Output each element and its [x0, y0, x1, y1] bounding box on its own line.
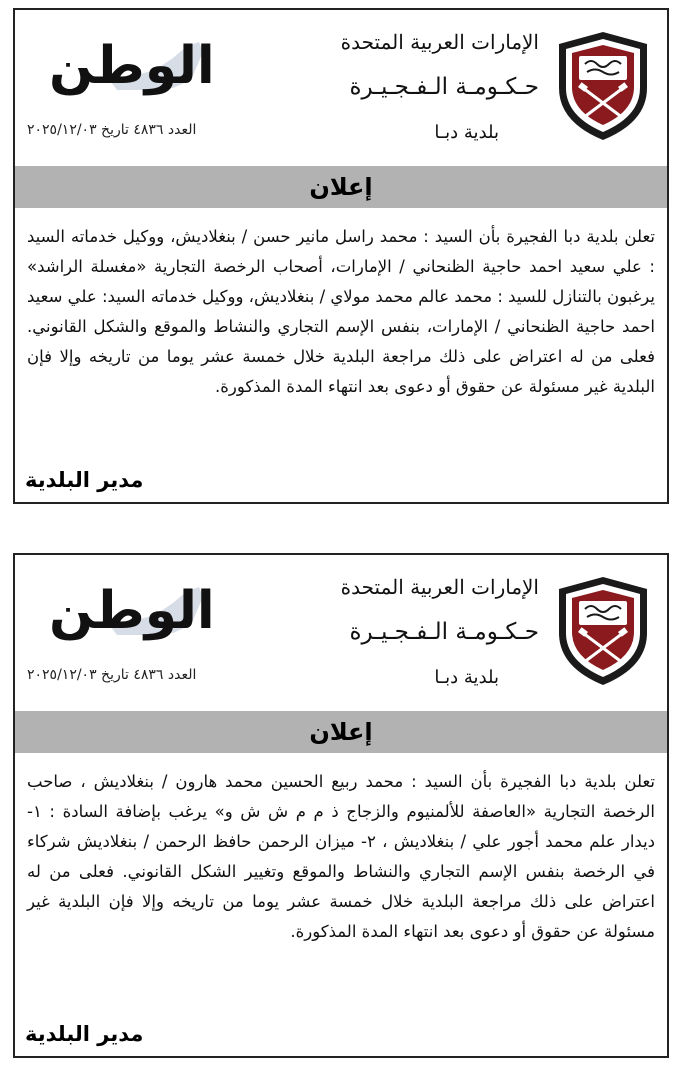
fujairah-crest-icon [555, 30, 651, 142]
notice-2 [13, 553, 669, 1058]
newspaper-logo [43, 581, 253, 651]
country-name: الإمارات العربية المتحدة [340, 575, 539, 599]
issue-line: العدد ٤٨٣٦ تاريخ ٢٠٢٥/١٢/٠٣ [27, 122, 197, 138]
newspaper-name: الوطن [49, 36, 215, 96]
notice-1 [13, 8, 669, 504]
newspaper-logo [43, 36, 253, 106]
newspaper-name: الوطن [49, 581, 215, 641]
notice-body: تعلن بلدية دبا الفجيرة بأن السيد : محمد ربيع الحسين محمد هارون / بنغلاديش ، صاحب الرخصة التجارية «العاصفة للألمنيوم والزجاج ذ م م ش ش و» يرغب بإضافة السادة : ١- ديدار علم محمد أجور علي / بنغلاديش ، ٢- ميزان الرحمن حافظ الرحمن / بنغلاديش شركاء في الرخصة بنفس الإسم التجاري والنشاط والموقع وتغيير الشكل القانوني. فعلى من له اعتراض على ذلك مراجعة البلدية خلال خمسة عشر يوما من تاريخه وإلا فإن البلدية غير مسئولة عن حقوق أو دعوى بعد انتهاء المدة المذكورة. [27, 772, 656, 941]
issue-line: العدد ٤٨٣٦ تاريخ ٢٠٢٥/١٢/٠٣ [27, 667, 197, 683]
fujairah-crest-icon [555, 575, 651, 687]
notice-header [15, 555, 667, 719]
notice-header [15, 10, 667, 174]
notice-title: إعلان [15, 711, 667, 753]
notice-body: تعلن بلدية دبا الفجيرة بأن السيد : محمد راسل مانير حسن / بنغلاديش، ووكيل خدماته السيد : علي سعيد احمد حاجية الظنحاني / الإمارات، أصحاب الرخصة التجارية «مغسلة الراشد» يرغبون بالتنازل للسيد : محمد عالم محمد مولاي / بنغلاديش، ووكيل خدماته السيد: علي سعيد احمد حاجية الظنحاني / الإمارات، بنفس الإسم التجاري والنشاط والموقع والشكل القانوني. فعلى من له اعتراض على ذلك مراجعة البلدية خلال خمسة عشر يوما من تاريخه وإلا فإن البلدية غير مسئولة عن حقوق أو دعوى بعد انتهاء المدة المذكورة. [27, 227, 655, 396]
signature: مدير البلدية [25, 468, 144, 492]
notice-title: إعلان [15, 166, 667, 208]
municipality-name: بلدية دبـا [434, 667, 499, 688]
municipality-name: بلدية دبـا [434, 122, 499, 143]
government-name: حـكـومـة الـفـجـيـرة [349, 619, 539, 645]
government-name: حـكـومـة الـفـجـيـرة [349, 74, 539, 100]
country-name: الإمارات العربية المتحدة [340, 30, 539, 54]
signature: مدير البلدية [25, 1022, 144, 1046]
